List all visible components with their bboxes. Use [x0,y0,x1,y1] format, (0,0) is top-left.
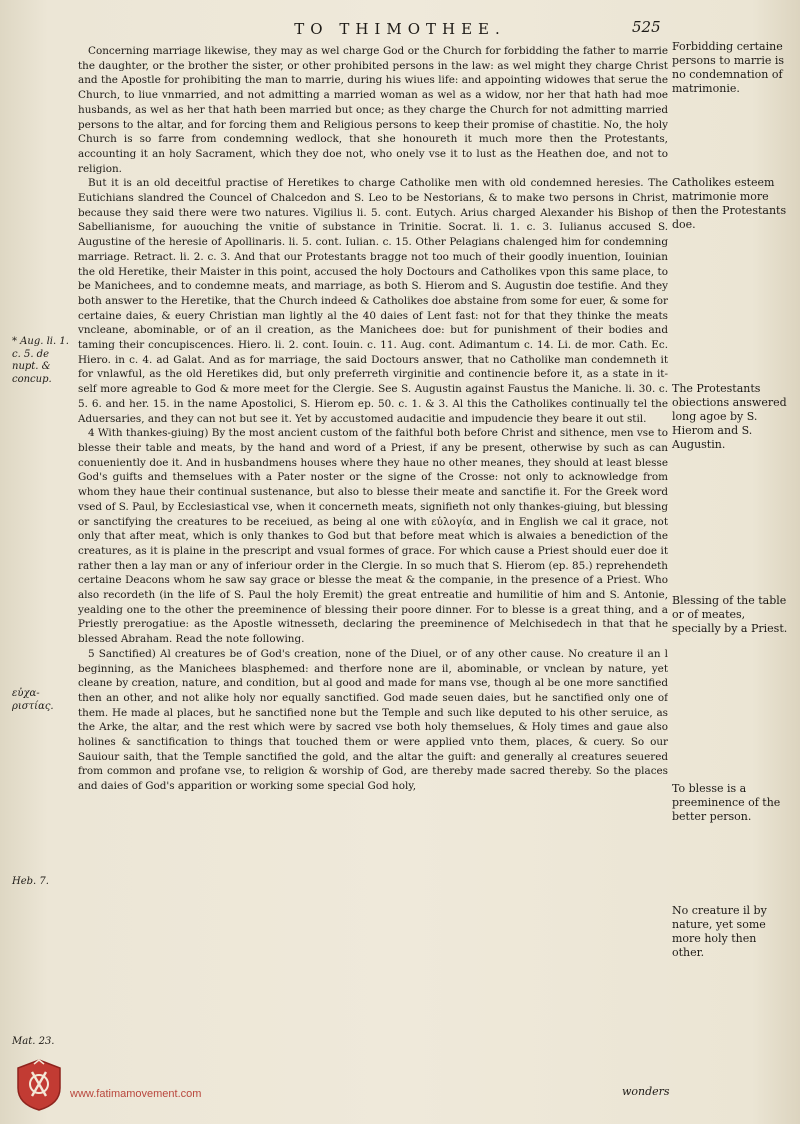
right-note: Forbidding certaine persons to marrie is no condemnation of matrimonie. [672,40,785,95]
paragraph: 5 Sanctified) Al creatures be of God's creation, none of the Diuel, or of any other cause. No creature il an l beginning, as the Manichees blasphemed: and therfore none are il, abominable, or vnclean by nature, yet cleane by creation, nature, and condition, but al good and made for mans vse, though al be one more sanctified then an other, and not alike holy nor equally sanctified. God made seuen daies, but he sanctified only one of them. He made al places, but he sanctified none but the Temple and such like deputed to his other seruice, as the Arke, the altar, and the rest which were by sacred vse both holy themselues, & Holy times and gaue also holines & sanctification to things that touched them or were applied vnto them, places, & cuery. So our Sauiour saith, that the Temple sanctified the gold, and the altar the guift: and generally al creatures seuered from common and profane vse, to religion & worship of God, are thereby made sacred thereby. So the places and daies of God's apparition or working some special God holy, [78,647,668,793]
running-title: TO THIMOTHEE. [294,20,506,38]
left-note: Heb. 7. [12,876,49,887]
right-note: No creature il by nature, yet some more holy then other. [672,904,767,959]
watermark-url: www.fatimamovement.com [70,1088,202,1100]
catchword: wonders [622,1085,670,1098]
page-number: 525 [632,18,661,36]
paragraph: But it is an old deceitful practise of Heretikes to charge Catholike men with old condemned heresies. The Eutichians slandred the Councel of Chalcedon and S. Leo to be Nestorians, & to make two persons in Christ, because they said there were two natures. Vigilius li. 5. cont. Eutych. Arius charged Alexander his Bishop of Sabellianisme, for auouching the vnitie of substance in Trinitie. Socrat. li. 1. c. 3. Iulianus accused S. Augustine of the heresie of Apollinaris. li. 5. cont. Iulian. c. 15. Other Pelagians chalenged him for condemning marriage. Retract. li. 2. c. 3. And that our Protestants bragge not too much of their goodly inuention, Iouinian the old Heretike, their Maister in this point, accused the holy Doctours and Catholikes vpon this same place, to be Manichees, and to condemne meats, and marriage, as both S. Hierom and S. Augustin doe testifie. And they both answer to the Heretike, that the Church indeed & Catholikes doe abstaine from some for euer, & some for certaine daies, & euery Christian man lightly al the 40 daies of Lent fast: not for that they thinke the meats vncleane, abominable, or of an il creation, as the Manichees doe: but for punishment of their bodies and taming their concupiscences. Hiero. li. 2. cont. Iouin. c. 11. Aug. cont. Adimantum c. 14. Li. de mor. Cath. Ec. Hiero. in c. 4. ad Galat. And as for marriage, the said Doctours answer, that no Catholike man condemneth it for vnlawful, as the old Heretikes did, but only preferreth virginitie and continencie before it, as a state in it-self more agreable to God & more meet for the Clergie. See S. Augustin against Faustus the Maniche. li. 30. c. 5. 6. and her. 15. in the name Apostolici, S. Hierom ep. 50. c. 1. & 3. Al this the Catholikes continually tel the Aduersaries, and they can not but see it. Yet by accustomed audacitie and impudencie they beare it out stil. [78,177,668,425]
page-footer [0,1058,800,1118]
papal-seal-icon [14,1058,64,1112]
paragraph: Concerning marriage likewise, they may as wel charge God or the Church for forbidding the father to marrie the daughter, or the brother the sister, or other prohibited persons in the law: as wel might they charge Christ and the Apostle for prohibiting the man to marrie, during his wiues life: and appointing widowes that serue the Church, to liue vnmarried, and not admitting a married woman as wel as a widow, nor her that hath had moe husbands, as wel as her that hath been married but once; as they charge the Church for not admitting married persons to the altar, and for forcing them and Religious persons to keep their promise of chastitie. No, the holy Church is so farre from condemning wedlock, that she honoureth it much more then the Protestants, accounting it an holy Sacrament, which they doe not, who onely vse it to lust as the Heathen doe, and not to religion. [78,45,668,175]
left-note: εὐχα-ριστίας. [12,688,54,712]
right-note: Catholikes esteem matrimonie more then the Protestants doe. [672,176,787,231]
left-note: Mat. 23. [12,1036,55,1047]
right-note: To blesse is a preeminence of the better person. [672,782,781,823]
paragraph: 4 With thankes-giuing) By the most ancient custom of the faithful both before Christ and sithence, men vse to blesse their table and meats, by the hand and word of a Priest, if any be present, otherwise by such as can conueniently doe it. And in husbandmens houses where they haue no other meanes, they should at least blesse God's guifts and themselues with a Pater noster or the signe of the Crosse: not only to acknowledge from whom they haue their continual sustenance, but also to blesse their meate and sanctifie it. For the Greek word vsed of S. Paul, by Ecclesiastical vse, when it concerneth meats, signifieth not only thankes-giuing, but blessing or sanctifying the creatures to be receiued, as being al one with εὐλογία, and in English we cal it grace, not only that after meat, which is only thankes to God but that before meat which is alwaies a benediction of the creatures, as it is plaine in the prescript and vsual formes of grace. For which cause a Priest should euer doe it rather then a lay man or any of inferiour order in the Clergie. In so much that S. Hierom (ep. 85.) reprehendeth certaine Deacons whom he saw say grace or blesse the meat & the companie, in the presence of a Priest. Who also recordeth (in the life of S. Paul the holy Eremit) the great entreatie and humilitie of him and S. Antonie, yealding one to the other the preeminence of blessing their poore dinner. For to blesse is a great thing, and a Priestly prerogatiue: as the Apostle witnesseth, declaring the preeminence of Melchisedech in that that he blessed Abraham. Read the note following. [78,427,668,646]
left-note: * Aug. li. 1. c. 5. de nupt. & concup. [12,336,69,385]
right-note: The Protestants obiections answered long agoe by S. Hierom and S. Augustin. [672,382,787,451]
main-text-column [78,44,668,1084]
right-note: Blessing of the table or of meates, specially by a Priest. [672,594,788,635]
